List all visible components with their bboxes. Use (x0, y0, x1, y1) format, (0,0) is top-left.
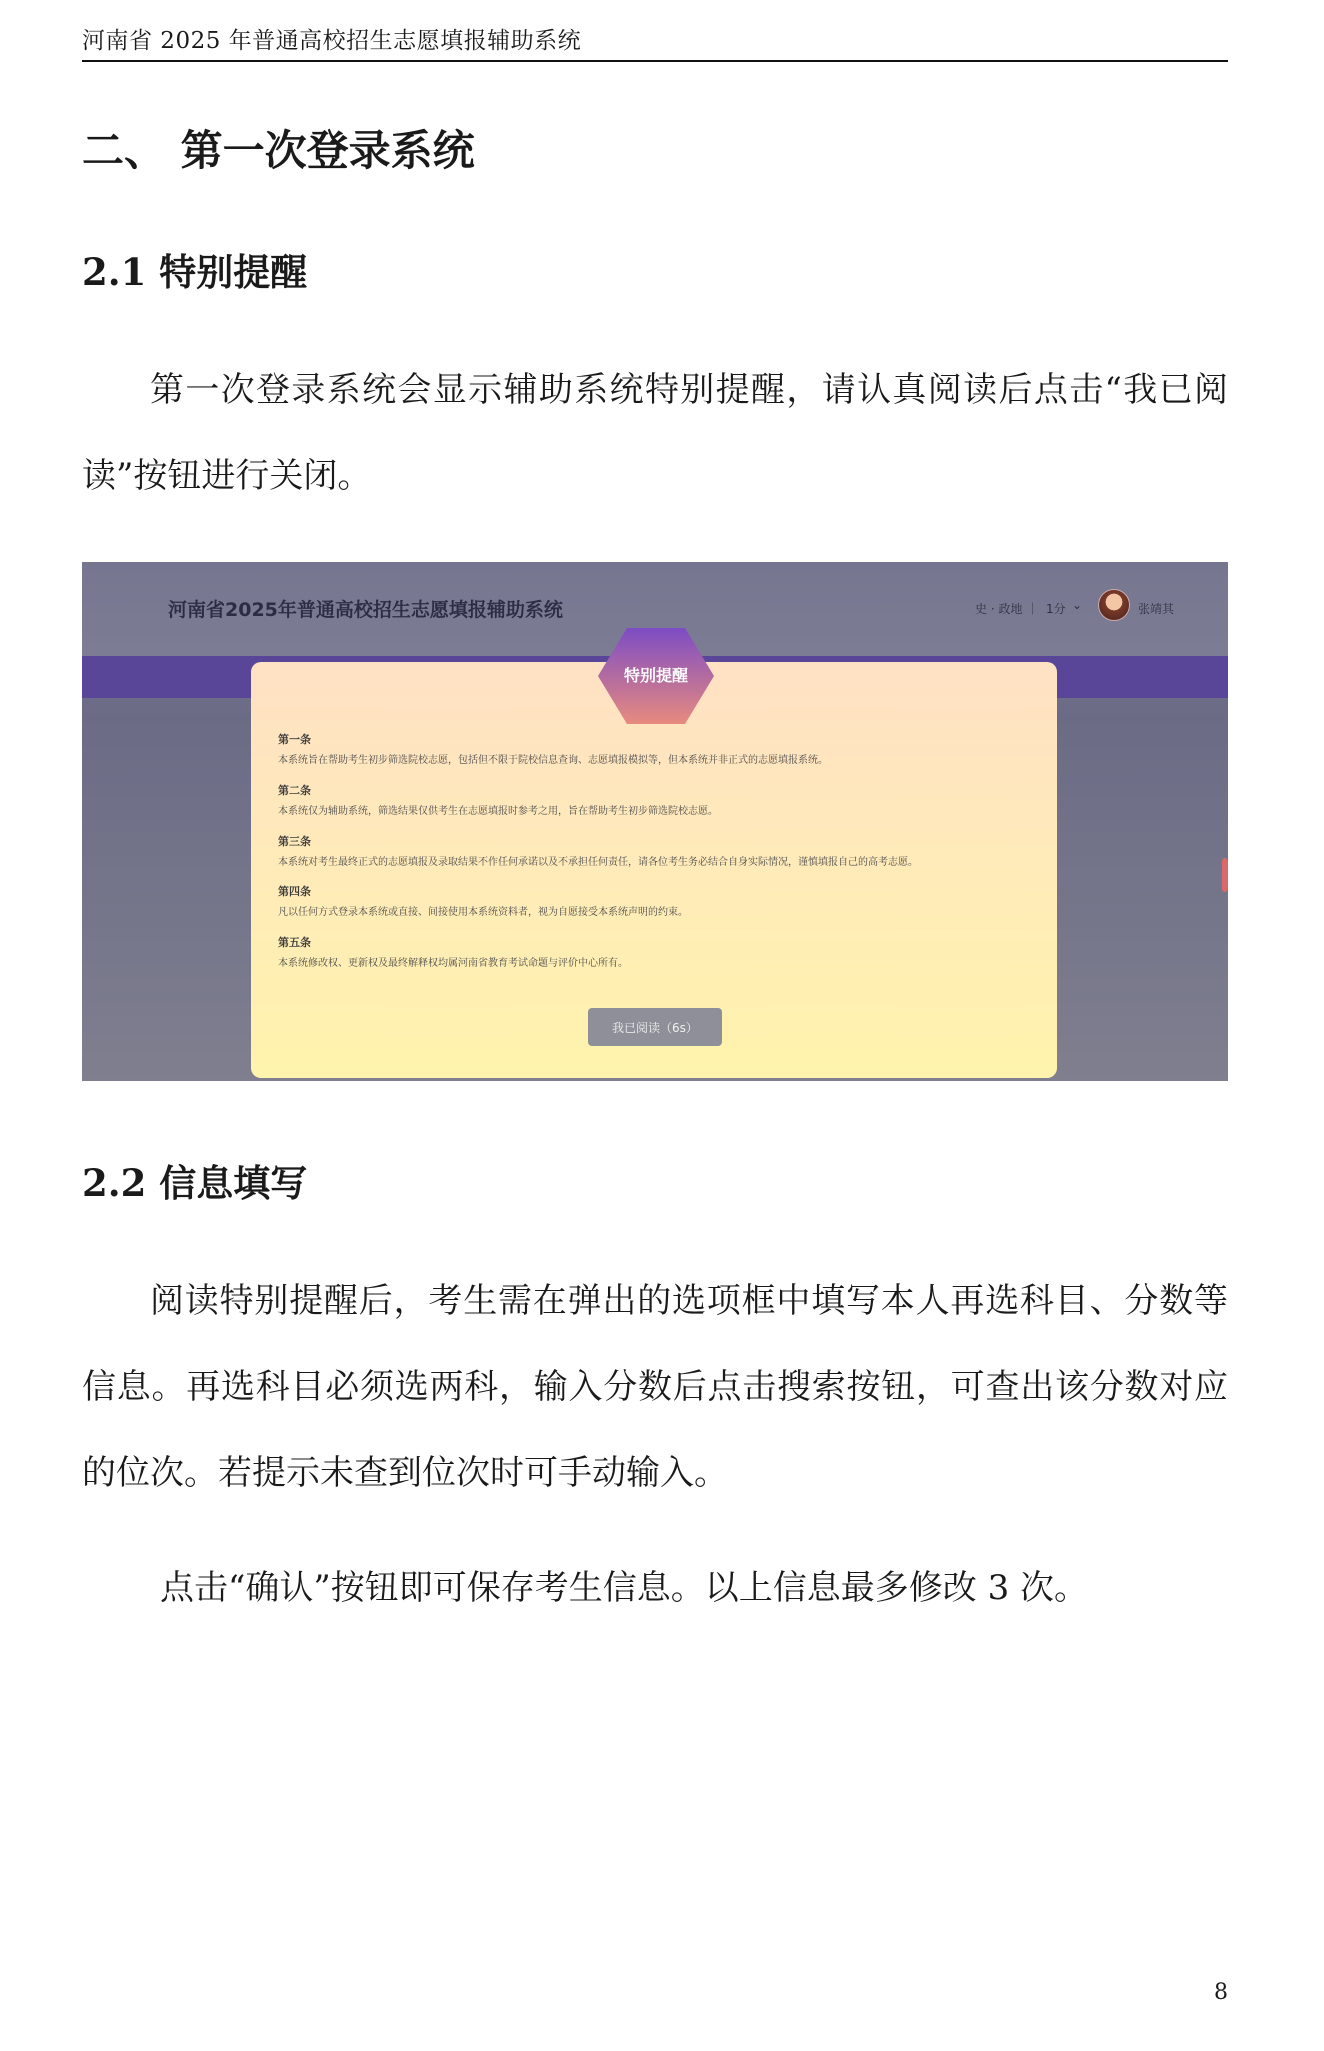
chevron-down-icon[interactable]: ⌄ (1072, 598, 1083, 612)
article-title: 第三条 (278, 835, 311, 848)
article-title: 第一条 (278, 733, 311, 746)
article-title: 第四条 (278, 885, 311, 898)
score-selector[interactable]: 1分 (1046, 602, 1066, 616)
article-body: 本系统旨在帮助考生初步筛选院校志愿，包括但不限于院校信息查询、志愿填报模拟等，但本系统并非正式的志愿填报系统。 (278, 755, 828, 766)
paragraph-reminder: 第一次登录系统会显示辅助系统特别提醒，请认真阅读后点击“我已阅读”按钮进行关闭。 (82, 370, 1228, 496)
paragraph-info: 阅读特别提醒后，考生需在弹出的选项框中填写本人再选科目、分数等信息。再选科目必须选两科，输入分数后点击搜索按钮，可查出该分数对应的位次。若提示未查到位次时可手动输入。 (82, 1281, 1228, 1493)
avatar-icon[interactable] (1098, 589, 1130, 621)
embedded-screenshot (82, 562, 1228, 1081)
section-title: 二、 第一次登录系统 (82, 126, 475, 175)
modal-title: 特别提醒 (623, 666, 688, 685)
username[interactable]: 张靖其 (1138, 602, 1175, 616)
header-rule (82, 60, 1228, 62)
scrollbar[interactable] (1222, 858, 1228, 892)
article-title: 第五条 (278, 936, 311, 949)
subsection-title-2: 2.2 信息填写 (82, 1161, 308, 1205)
app-title: 河南省2025年普通高校招生志愿填报辅助系统 (168, 599, 563, 621)
article-body: 凡以任何方式登录本系统或直接、间接使用本系统资料者，视为自愿接受本系统声明的约束。 (278, 907, 688, 918)
read-confirm-button[interactable]: 我已阅读（6s） (588, 1008, 722, 1046)
subsection-title-1: 2.1 特别提醒 (82, 250, 308, 294)
subjects-label: 史 · 政地 ｜ (975, 602, 1039, 616)
article-body: 本系统仅为辅助系统，筛选结果仅供考生在志愿填报时参考之用，旨在帮助考生初步筛选院校志愿。 (278, 806, 718, 817)
page-number: 8 (1214, 1980, 1228, 2005)
article-title: 第二条 (278, 784, 311, 797)
article-body: 本系统修改权、更新权及最终解释权均属河南省教育考试命题与评价中心所有。 (278, 958, 628, 969)
paragraph-confirm: 点击“确认”按钮即可保存考生信息。以上信息最多修改 3 次。 (160, 1568, 1089, 1608)
article-body: 本系统对考生最终正式的志愿填报及录取结果不作任何承诺以及不承担任何责任，请各位考生务必结合自身实际情况，谨慎填报自己的高考志愿。 (278, 857, 918, 868)
running-header: 河南省 2025 年普通高校招生志愿填报辅助系统 (82, 28, 582, 54)
